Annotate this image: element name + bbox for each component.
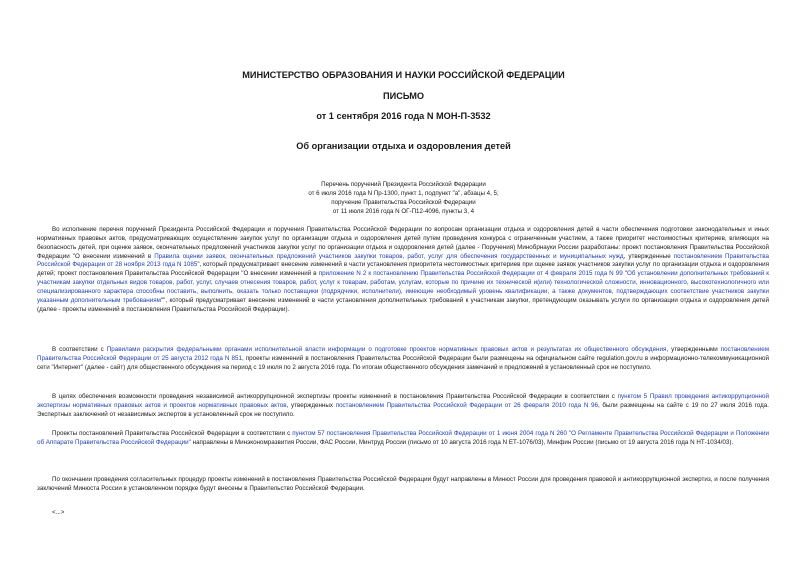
- document-link[interactable]: постановлением Правительства Российской Федерации от 28 ноября 2013 года N 1085: [37, 252, 769, 269]
- paragraph-text: ", который предусматривает внесение изменений в части установления приоритета нестоимостных критериев при оценке заявок участников закупки услуг по организации отдыха и оздоровления детей; проект постановления Правительства Российской Федерации "О внесении изменений в: [37, 261, 769, 278]
- body-paragraph-1: [37, 226, 769, 314]
- paragraph-text: направлены в Минэкономразвития России, ФАС России, Минтруд России (письмо от 10 августа 2016 года N ЕТ-1076/03), Минфин России (письмо от 19 августа 2016 года N НТ-1034/03).: [190, 438, 734, 446]
- paragraph-text: ": [622, 270, 628, 278]
- document-link[interactable]: приложение N 2 к постановлению Правительства Российской Федерации от 4 февраля 2015 года N 99: [318, 270, 623, 278]
- paragraph-text: По окончании проведения согласительных процедур проекты изменений в постановления Правительства Российской Федерации будут направлены в Минюст России для проведения правовой и антикоррупционной экспертиз, и после получения заключений Минюста России в установленном порядке будут внесены в Правительство Российской Федерации.: [37, 476, 769, 492]
- document-link[interactable]: Об установлении дополнительных требований к участникам закупки отдельных видов товаров, работ, услуг, случаев отнесения товаров, работ, услуг к товарам, работам, услугам, которые по причине их технической и(или) технологической сложности, инновационного, высокотехнологичного или специализированного характера способны поставить, выполнить, оказать только поставщики (подрядчики, исполнители), имеющие необходимый уровень квалификации, а также документов, подтверждающих соответствие участников закупки указанным дополнительным требованиям: [37, 270, 769, 304]
- paragraph-text: , утвержденными: [666, 346, 721, 353]
- document-subject: Об организации отдыха и оздоровления детей: [296, 141, 511, 151]
- document-link[interactable]: пунктом 57 постановления Правительства Российской Федерации от 1 июня 2004 года N 260 "О Регламенте Правительства Российской Федерации и Положении об Аппарате Правительства Российской Федерации": [37, 430, 769, 446]
- paragraph-text: В целях обеспечения возможности проведения независимой антикоррупционной экспертизы проекты изменений в постановления Правительства Российской Федерации в соответствии с: [52, 393, 618, 400]
- paragraph-text: , утвержденных: [286, 401, 336, 409]
- document-link[interactable]: Правилами раскрытия федеральными органами исполнительной власти информации о подготовке проектов нормативных правовых актов и результатах их общественного обсуждения: [106, 346, 667, 353]
- paragraph-text: Во исполнение перечня поручений Президента Российской Федерации и поручения Правительства Российской Федерации по вопросам организации отдыха и оздоровления детей в части обеспечения подготовки законодательных и иных нормативных правовых актов, предусматривающих осуществление закупок услуг по организации отдыха и оздоровления детей путем проведения конкурса с ограниченным участием, а также приоритет нестоимостных критериев, влияющих на безопасность детей, при оценке заявок, окончательных предложений участников закупки услуг по организации отдыха и оздоровления детей (далее - Поручения) Минобрнауки России разработаны: проект постановления Правительства Российской Федерации "О внесении изменений в: [37, 226, 769, 260]
- reference-line: Перечень поручений Президента Российской Федерации: [321, 181, 486, 188]
- document-link[interactable]: пунктом 5 Правил проведения антикоррупционной экспертизы нормативных правовых актов и проектов нормативных правовых актов: [37, 393, 769, 409]
- paragraph-text: , были размещены на сайте с 19 по 27 июля 2016 года. Экспертных заключений от независимых экспертов в установленный срок не поступило.: [37, 401, 770, 418]
- document-link[interactable]: постановлением Правительства Российской Федерации от 26 февраля 2010 года N 96: [335, 401, 598, 409]
- references-block: [0, 181, 807, 217]
- document-type: ПИСЬМО: [382, 91, 425, 101]
- body-paragraph-4: [37, 430, 769, 448]
- paragraph-text: В соответствии с: [52, 346, 107, 353]
- body-paragraph-2: [37, 346, 769, 373]
- body-paragraph-3: [37, 393, 769, 420]
- reference-line: от 6 июля 2016 года N Пр-1300, пункт 1, подпункт "а", абзацы 4, 5;: [308, 189, 499, 197]
- paragraph-text: Проекты постановлений Правительства Российской Федерации в соответствии с: [52, 430, 293, 437]
- reference-line: поручение Правительства Российской Федерации: [331, 198, 476, 206]
- reference-line: от 11 июля 2016 года N ОГ-П12-4096, пункты 3, 4: [332, 207, 475, 215]
- paragraph-text: , утвержденные: [623, 252, 674, 260]
- document-date-number: от 1 сентября 2016 года N МОН-П-3532: [316, 111, 491, 121]
- ministry-title: МИНИСТЕРСТВО ОБРАЗОВАНИЯ И НАУКИ РОССИЙСКОЙ ФЕДЕРАЦИИ: [242, 70, 565, 80]
- document-link[interactable]: постановлением Правительства Российской Федерации от 25 августа 2012 года N 851: [37, 346, 769, 362]
- paragraph-text: , проекты изменений в постановления Правительства Российской Федерации были размещены на официальном сайте regulation.gov.ru в информационно-телекоммуникационной сети "Интернет" (далее - сайт) для общественного обсуждения на период с 19 июля по 2 августа 2016 года. По итогам общественного обсуждения замечаний и предложений в установленный срок не поступило.: [37, 354, 769, 371]
- omission-mark: <...>: [52, 509, 65, 516]
- document-link[interactable]: Правила оценки заявок, окончательных предложений участников закупки товаров, работ, услуг для обеспечения государственных и муниципальных нужд: [154, 252, 624, 260]
- body-paragraph-5: [37, 476, 769, 494]
- paragraph-text: "", который предусматривает внесение изменений в части установления дополнительных требований к участникам закупки, претендующим оказывать услуги по организации отдыха и оздоровления детей (далее - проекты изменений в постановления Правительства Российской Федерации).: [37, 296, 769, 313]
